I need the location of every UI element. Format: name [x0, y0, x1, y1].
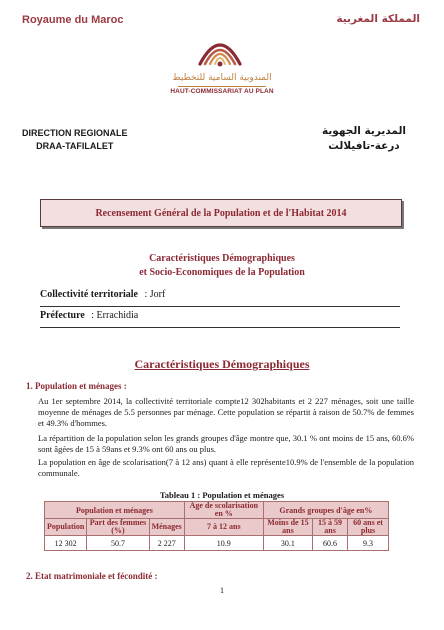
- table-cell: 30.1: [263, 536, 312, 551]
- paragraph-3: La population en âge de scolarisation(7 à 12 ans) quant à elle représente10.9% de l'ensemble de la population communale.: [38, 457, 414, 478]
- table-cell: 50.7: [87, 536, 149, 551]
- kingdom-title-fr: Royaume du Maroc: [22, 14, 124, 26]
- census-title: Recensement Général de la Population et de l'Habitat 2014: [95, 207, 347, 219]
- heading-population-menages: 1. Population et ménages :: [26, 381, 127, 391]
- table-header: 7 à 12 ans: [184, 519, 263, 536]
- heading-etat-matrimonial: 2. Etat matrimoniale et fécondité :: [26, 571, 158, 581]
- table-cell: 2 227: [149, 536, 184, 551]
- direction-regionale-fr: [22, 127, 128, 153]
- table-row: [45, 536, 389, 551]
- table-group-population: Population et ménages: [45, 502, 185, 519]
- subtitle-line-1: Caractéristiques Démographiques: [149, 253, 295, 264]
- collectivite-row: [40, 289, 400, 307]
- hcp-divider: [178, 86, 266, 87]
- table-header: Ménages: [149, 519, 184, 536]
- hcp-name-fr: HAUT-COMMISSARIAT AU PLAN: [170, 88, 274, 95]
- page-number: 1: [219, 585, 225, 595]
- kingdom-title-ar: المملكة المغربية: [336, 13, 420, 25]
- direction-regionale-ar: [322, 124, 406, 154]
- table-header: Population: [45, 519, 87, 536]
- paragraph-2: La répartition de la population selon les grands groupes d'âge montre que, 30.1 % ont moins de 15 ans, 60.6% sont âgées de 15 à 59ans et 9.3% ont 60 ans ou plus.: [38, 433, 414, 454]
- table-group-age: Grands groupes d'âge en%: [263, 502, 388, 519]
- table-cell: 60.6: [313, 536, 348, 551]
- direction-line-2: DRAA-TAFILALET: [36, 141, 114, 151]
- census-title-box: [40, 199, 402, 227]
- population-table: [44, 501, 389, 551]
- table-header: Part des femmes (%): [87, 519, 149, 536]
- section-title: Caractéristiques Démographiques: [134, 357, 310, 371]
- table-group-scolarisation: Age de scolarisation en %: [184, 502, 263, 519]
- table-header: 15 à 59 ans: [313, 519, 348, 536]
- subtitle-line-2: et Socio-Economiques de la Population: [139, 267, 305, 278]
- hcp-logo-icon: [188, 30, 252, 76]
- table-header: Moins de 15 ans: [263, 519, 312, 536]
- prefecture-label: Préfecture: [40, 310, 85, 321]
- prefecture-row: [40, 310, 400, 328]
- hcp-name-ar: المندوبية السامية للتخطيط: [172, 73, 272, 83]
- table-title: Tableau 1 : Population et ménages: [159, 490, 285, 500]
- table-header: 60 ans et plus: [348, 519, 389, 536]
- direction-ar-line-1: المديرية الجهوية: [321, 125, 406, 137]
- collectivite-value: : Jorf: [144, 289, 166, 300]
- table-cell: 9.3: [348, 536, 389, 551]
- direction-ar-line-2: درعة-تافيلالت: [328, 140, 400, 152]
- table-cell: 12 302: [45, 536, 87, 551]
- paragraph-1: Au 1er septembre 2014, la collectivité territoriale compte12 302habitants et 2 227 ménages, soit une taille moyenne de ménages de 5.5 personnes par ménage. Cette population se répartit à raison de 50.7% de femmes et 49.3% d'hommes.: [38, 396, 414, 428]
- collectivite-label: Collectivité territoriale: [40, 289, 138, 300]
- document-subtitle: [0, 252, 444, 280]
- table-cell: 10.9: [184, 536, 263, 551]
- prefecture-value: : Errachidia: [91, 310, 139, 321]
- direction-line-1: DIRECTION REGIONALE: [22, 128, 128, 138]
